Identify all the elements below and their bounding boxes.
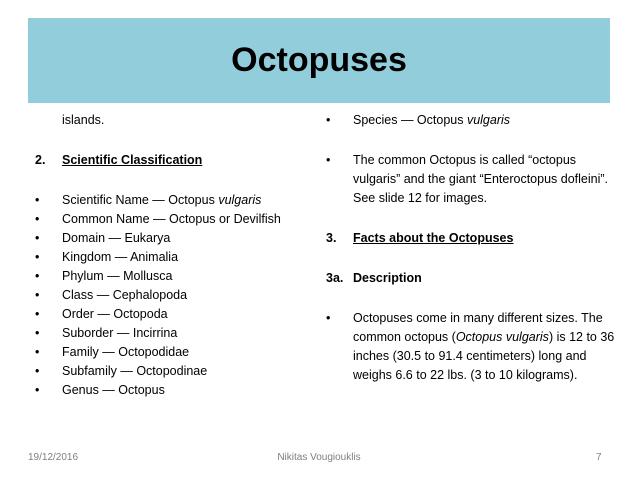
list-item: • Subfamily — Octopodinae [35, 364, 208, 378]
list-item: • Suborder — Incirrina [35, 326, 178, 340]
list-item: • Kingdom — Animalia [35, 250, 179, 264]
list-item: • Class — Cephalopoda [35, 288, 188, 302]
title-banner [28, 18, 610, 103]
list-item-common-octopus: • The common Octopus is called “octopus vulgaris” and the giant “Enteroctopus dofleini”. See slide 12 for images. [326, 153, 609, 205]
footer-page-number: 7 [596, 452, 602, 463]
section-heading-description: 3a. Description [326, 271, 422, 285]
list-item: • Scientific Name — Octopus vulgaris [35, 193, 262, 207]
slide-title: Octopuses [231, 41, 407, 79]
left-column [35, 111, 300, 400]
list-item: • Domain — Eukarya [35, 231, 171, 245]
list-item: • Genus — Octopus [35, 383, 165, 397]
list-item: • Phylum — Mollusca [35, 269, 173, 283]
footer-date: 19/12/2016 [28, 452, 79, 463]
list-item: • Family — Octopodidae [35, 345, 190, 359]
list-item: • Order — Octopoda [35, 307, 168, 321]
list-item: • Common Name — Octopus or Devilfish [35, 212, 281, 226]
section-heading-facts: 3. Facts about the Octopuses [326, 231, 514, 245]
classification-list [35, 191, 300, 400]
list-item-description: • Octopuses come in many different sizes. The common octopus (Octopus vulgaris) is 12 to 36 inches (30.5 to 91.4 centimeters) long and weighs 6.6 to 22 lbs. (3 to 10 kilograms). [326, 311, 615, 382]
right-column [326, 111, 616, 385]
list-item-species: • Species — Octopus vulgaris [326, 113, 511, 127]
footer-author: Nikitas Vougiouklis [277, 452, 361, 463]
section-heading-classification: 2. Scientific Classification [35, 153, 203, 167]
intro-text: islands. [62, 113, 105, 127]
